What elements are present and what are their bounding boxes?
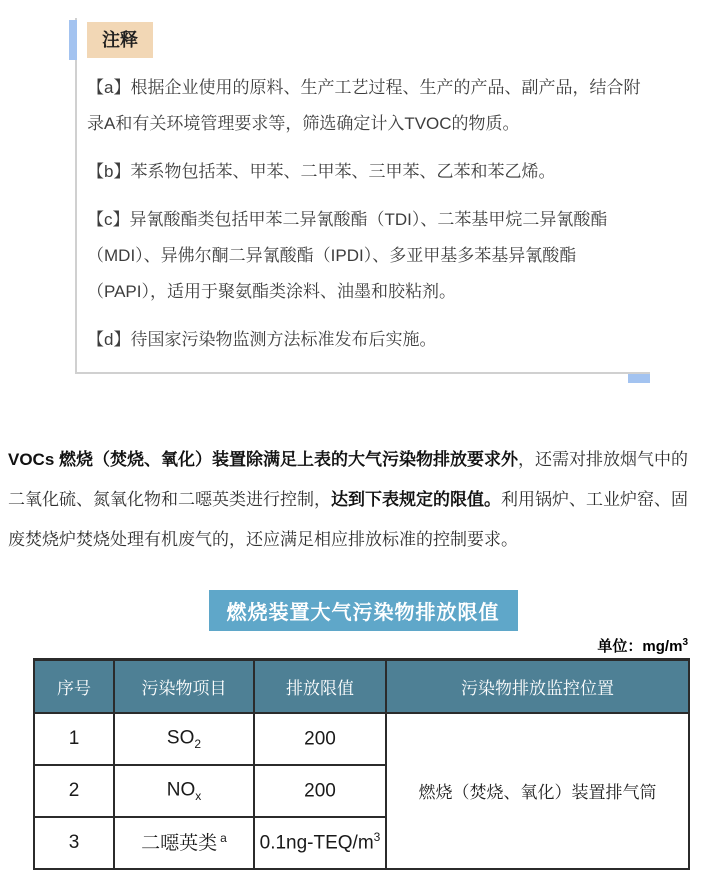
row2-pollutant-base: NO [166, 779, 196, 801]
row1-pollutant-base: SO [166, 727, 195, 749]
table-header-row [34, 660, 689, 713]
note-item-a [87, 70, 650, 142]
row3-pollutant-base: 二噁英类 [141, 833, 218, 855]
row3-limit [254, 817, 386, 869]
row1-limit [254, 713, 386, 765]
row1-pollutant-subscript: 2 [194, 737, 202, 752]
row2-serial: 2 [34, 765, 114, 817]
notes-panel [75, 18, 650, 374]
note-item-b-text: 苯系物包括苯、甲苯、二甲苯、三甲苯、乙苯和苯乙烯。 [130, 162, 556, 181]
row2-limit [254, 765, 386, 817]
note-item-c-text: 异氰酸酯类包括甲苯二异氰酸酯（TDI）、二苯基甲烷二异氰酸酯（MDI）、异佛尔酮二异氰酸酯（IPDI）、多亚甲基多苯基异氰酸酯（PAPI），适用于聚氨酯类涂料、油墨和胶粘剂。 [87, 210, 608, 301]
para-segment-normal-2: 利用锅炉、工业炉窑、固废焚烧炉焚烧处理有机废气的，还应满足相应排放标准的控制要求。 [8, 490, 688, 549]
header-monitoring-location: 污染物排放监控位置 [386, 660, 689, 713]
row1-limit-value: 200 [304, 728, 336, 750]
note-item-c [87, 202, 650, 310]
para-segment-bold-2: 达到下表规定的限值。 [331, 490, 501, 509]
body-paragraph [8, 440, 700, 560]
para-segment-normal-1: ，还需对排放烟气中的二氧化硫、氮氧化物和二噁英类进行控制， [8, 450, 689, 509]
para-segment-bold-1: VOCs 燃烧（焚烧、氧化）装置除满足上表的大气污染物排放要求外 [8, 450, 519, 469]
note-item-a-text: 根据企业使用的原料、生产工艺过程、生产的产品、副产品，结合附录A和有关环境管理要求等，筛选确定计入TVOC的物质。 [87, 78, 641, 133]
row2-limit-value: 200 [304, 780, 336, 802]
note-item-d [87, 322, 650, 358]
row2-pollutant-subscript: x [195, 789, 202, 804]
row3-pollutant [114, 817, 254, 869]
note-item-b [87, 154, 650, 190]
row2-pollutant [114, 765, 254, 817]
unit-label-superscript: 3 [682, 637, 688, 648]
row3-pollutant-superscript: a [220, 830, 227, 845]
note-item-b-tag: 【b】 [87, 162, 131, 181]
header-pollutant-item: 污染物项目 [114, 660, 254, 713]
blue-accent-bottom-icon [628, 374, 650, 383]
unit-label [0, 635, 688, 656]
header-serial-number: 序号 [34, 660, 114, 713]
note-item-c-tag: 【c】 [87, 210, 130, 229]
row3-limit-value: 0.1ng-TEQ/m [259, 832, 374, 854]
table-title-banner: 燃烧装置大气污染物排放限值 [209, 590, 518, 631]
note-item-d-tag: 【d】 [87, 330, 131, 349]
emission-limits-table [33, 658, 690, 870]
table-row [34, 713, 689, 765]
unit-label-text: 单位：mg/m [597, 638, 683, 655]
header-emission-limit: 排放限值 [254, 660, 386, 713]
row3-serial: 3 [34, 817, 114, 869]
row1-pollutant [114, 713, 254, 765]
row3-limit-superscript: 3 [373, 830, 381, 845]
row1-serial: 1 [34, 713, 114, 765]
monitoring-location-cell: 燃烧（焚烧、氧化）装置排气筒 [386, 713, 689, 869]
notes-title: 注释 [87, 22, 153, 58]
blue-accent-top-icon [69, 20, 77, 60]
note-item-a-tag: 【a】 [87, 78, 131, 97]
note-item-d-text: 待国家污染物监测方法标准发布后实施。 [130, 330, 437, 349]
